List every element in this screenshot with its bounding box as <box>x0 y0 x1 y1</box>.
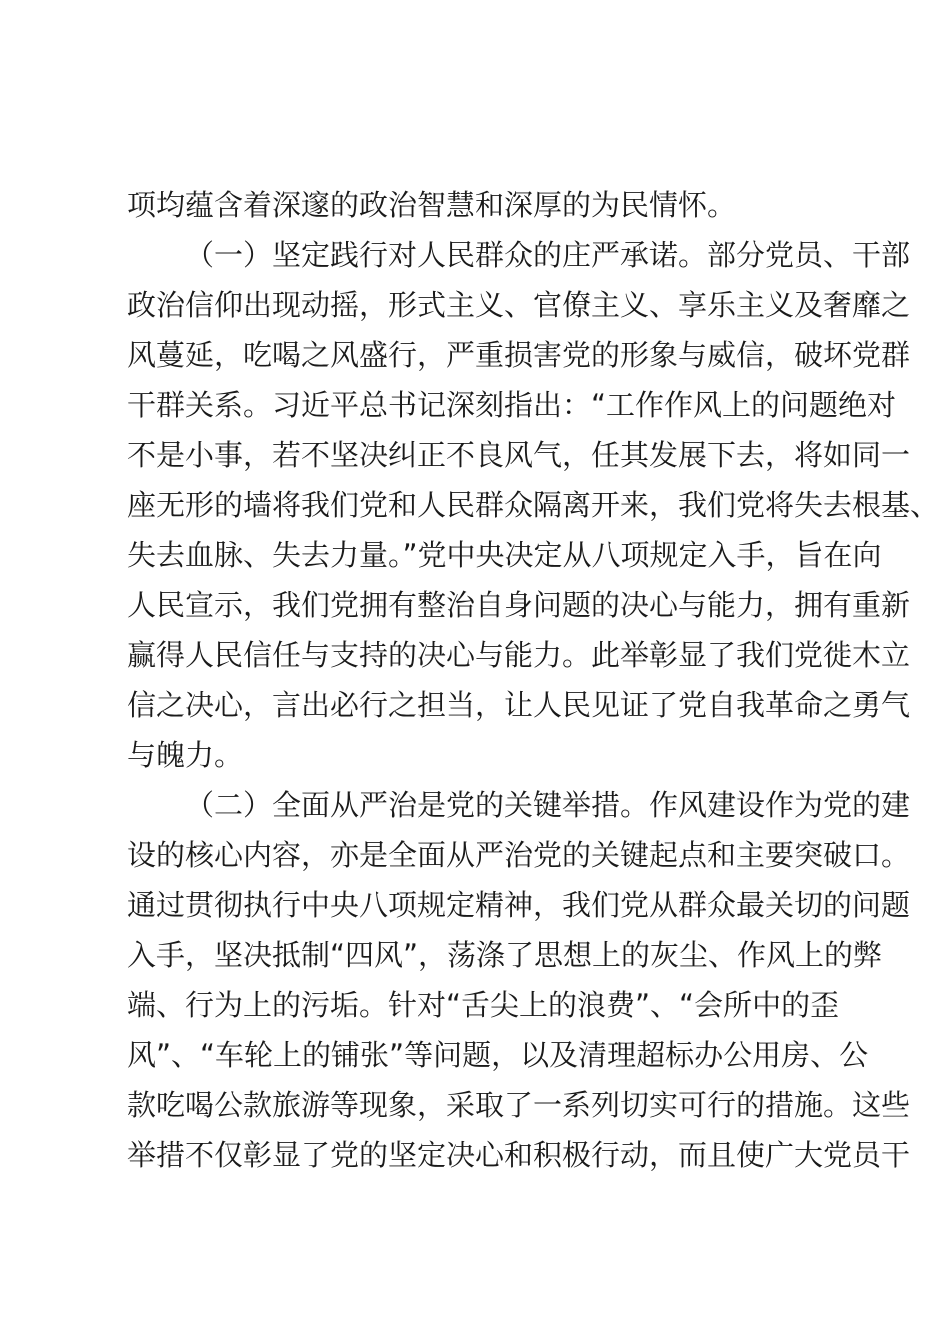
text-line: 赢得人民信任与支持的决心与能力。此举彰显了我们党徙木立 <box>127 638 911 672</box>
text-line: 不是小事，若不坚决纠正不良风气，任其发展下去，将如同一 <box>127 438 911 472</box>
text-line: 款吃喝公款旅游等现象，采取了一系列切实可行的措施。这些 <box>127 1088 911 1122</box>
text-line: 风”、“车轮上的铺张”等问题，以及清理超标办公用房、公 <box>127 1038 869 1072</box>
text-line: 人民宣示，我们党拥有整治自身问题的决心与能力，拥有重新 <box>127 588 911 622</box>
text-line: 与魄力。 <box>127 738 244 772</box>
text-line: 端、行为上的污垢。针对“舌尖上的浪费”、“会所中的歪 <box>127 988 840 1022</box>
text-line: 举措不仅彰显了党的坚定决心和积极行动，而且使广大党员干 <box>127 1138 911 1172</box>
text-line: 政治信仰出现动摇，形式主义、官僚主义、享乐主义及奢靡之 <box>127 288 911 322</box>
text-line: 座无形的墙将我们党和人民群众隔离开来，我们党将失去根基、 <box>127 488 940 522</box>
text-line: 设的核心内容，亦是全面从严治党的关键起点和主要突破口。 <box>127 838 911 872</box>
body-text <box>127 180 940 1180</box>
text-line: 项均蕴含着深邃的政治智慧和深厚的为民情怀。 <box>127 188 737 222</box>
text-line: 风蔓延，吃喝之风盛行，严重损害党的形象与威信，破坏党群 <box>127 338 911 372</box>
text-line: 信之决心，言出必行之担当，让人民见证了党自我革命之勇气 <box>127 688 911 722</box>
paragraph-heading-line: （二）全面从严治是党的关键举措。作风建设作为党的建 <box>185 788 911 822</box>
paragraph-heading-line: （一）坚定践行对人民群众的庄严承诺。部分党员、干部 <box>185 238 911 272</box>
text-line: 入手，坚决抵制“四风”，荡涤了思想上的灰尘、作风上的弊 <box>127 938 883 972</box>
text-line: 通过贯彻执行中央八项规定精神，我们党从群众最关切的问题 <box>127 888 911 922</box>
text-line: 干群关系。习近平总书记深刻指出：“工作作风上的问题绝对 <box>127 388 897 422</box>
text-line: 失去血脉、失去力量。”党中央决定从八项规定入手，旨在向 <box>127 538 882 572</box>
